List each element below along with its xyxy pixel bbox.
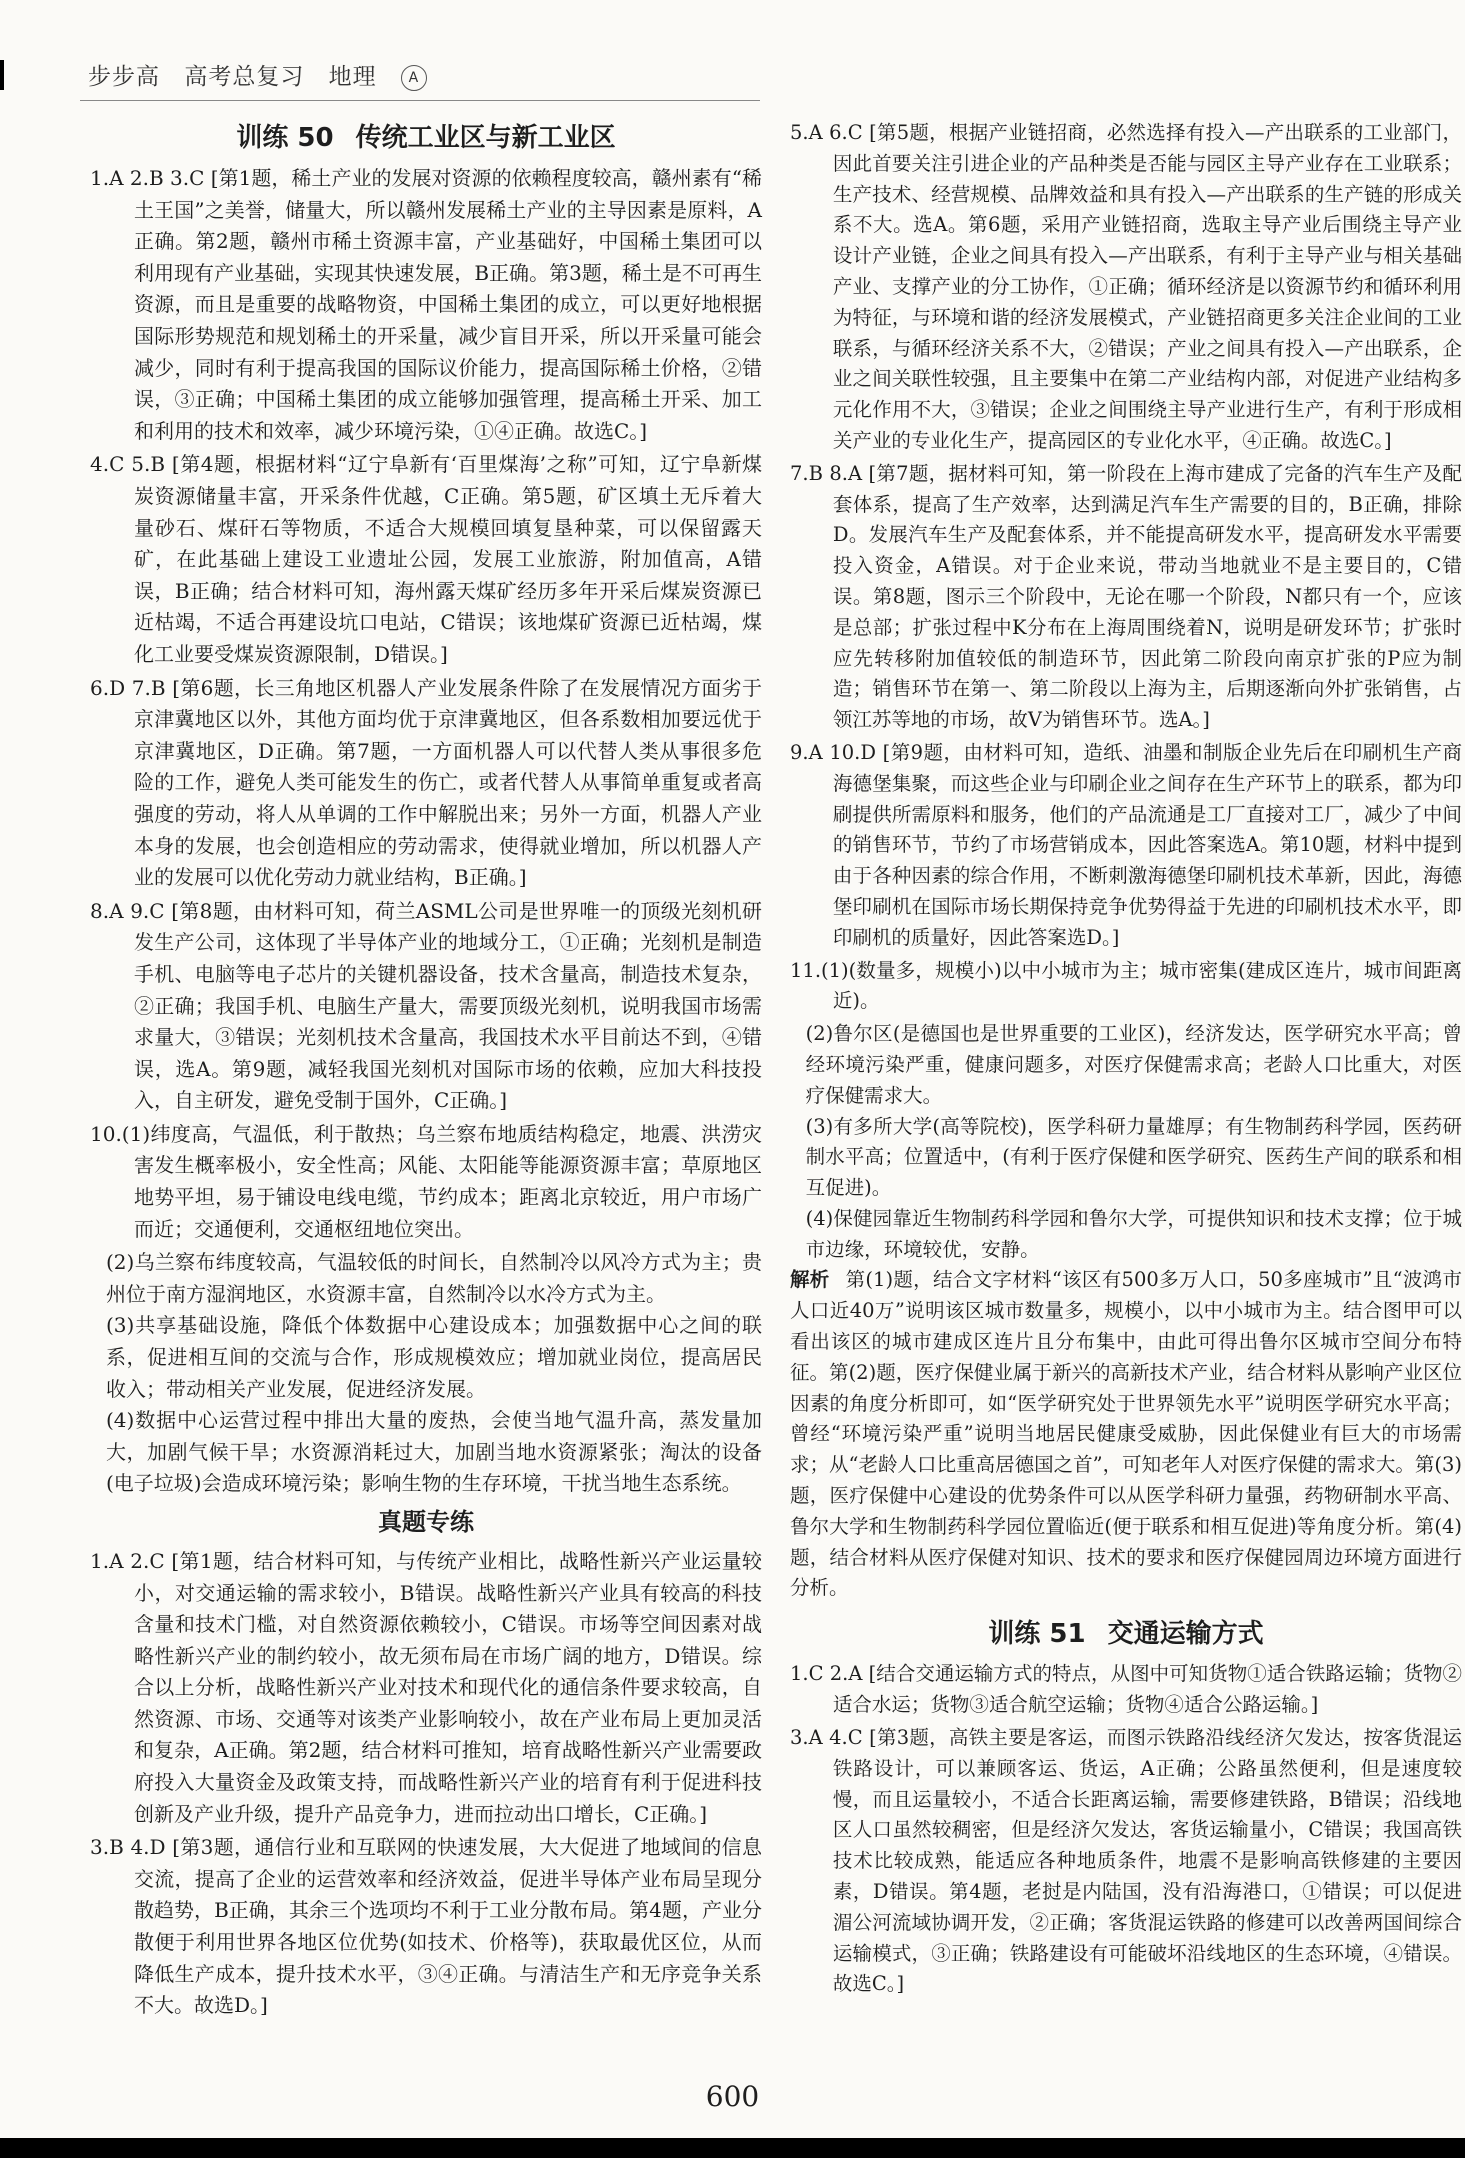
section-number: 训练 51 — [988, 1619, 1086, 1650]
analysis-block — [790, 1265, 1462, 1604]
answer-item-10: 10.(1)纬度高，气温低，利于散热；乌兰察布地质结构稳定，地震、洪涝灾害发生概率极小，安全性高；风能、太阳能等能源资源丰富；草原地区地势平坦，易于铺设电线电缆，节约成本；距离北京较近，用户市场广而近；交通便利，交通枢纽地位突出。 — [90, 1121, 762, 1241]
answer-item: 3.A 4.C [第3题，高铁主要是客运，而图示铁路沿线经济欠发达，按客货混运铁路设计，可以兼顾客运、货运，A正确；公路虽然便利，但是速度较慢，而且运量较小，不适合长距离运输，需要修建铁路，B错误；沿线地区人口虽然较稠密，但是经济欠发达，客货运输量小，C错误；我国高铁技术比较成熟，能适应各种地质条件，地震不是影响高铁修建的主要因素，D错误。第4题，老挝是内陆国，没有沿海港口，①错误；可以促进湄公河流域协调开发，②正确；客货混运铁路的修建可以改善两国间综合运输模式，③正确；铁路建设有可能破坏沿线地区的生态环境，④错误。故选C。] — [790, 1725, 1462, 1996]
page-number: 600 — [705, 2080, 760, 2113]
answer-item: 5.A 6.C [第5题，根据产业链招商，必然选择有投入—产出联系的工业部门，因此首要关注引进企业的产品种类是否能与园区主导产业存在工业联系；生产技术、经营规模、品牌效益和具有投入—产出联系的生产链的形成关系不大。选A。第6题，采用产业链招商，选取主导产业后围绕主导产业设计产业链，企业之间具有投入—产出联系，有利于主导产业与相关基础产业、支撑产业的分工协作，①正确；循环经济是以资源节约和循环利用为特征，与环境和谐的经济发展模式，产业链招商更多关注企业间的工业联系，与循环经济关系不大，②错误；产业之间具有投入—产出联系，企业之间关联性较强，且主要集中在第二产业结构内部，对促进产业结构多元化作用不大，③错误；企业之间围绕主导产业进行生产，有利于形成相关产业的专业化生产，提高园区的专业化水平，④正确。故选C。] — [790, 121, 1462, 452]
page-header — [88, 58, 443, 91]
section-name: 交通运输方式 — [1107, 1619, 1264, 1650]
header-subject: 地理 — [328, 64, 377, 90]
answer-item: 8.A 9.C [第8题，由材料可知，荷兰ASML公司是世界唯一的顶级光刻机研发生产公司，这体现了半导体产业的地域分工，①正确；光刻机是制造手机、电脑等电子芯片的关键机器设备，技术含量高，制造技术复杂，②正确；我国手机、电脑生产量大，需要顶级光刻机，说明我国市场需求量大，③错误；光刻机技术含量高，我国技术水平目前达不到，④错误，选A。第9题，减轻我国光刻机对国际市场的依赖，应加大科技投入，自主研发，避免受制于国外，C正确。] — [90, 898, 762, 1113]
binding-mark — [0, 60, 4, 90]
answer-subitem: (2)乌兰察布纬度较高，气温较低的时间长，自然制冷以风冷方式为主；贵州位于南方湿润地区，水资源丰富，自然制冷以水冷方式为主。 — [106, 1250, 762, 1306]
section-title-training-50 — [90, 118, 762, 159]
answer-subitem: (2)鲁尔区(是德国也是世界重要的工业区)，经济发达，医学研究水平高；曾经环境污染严重，健康问题多，对医疗保健需求高；老龄人口比重大，对医疗保健需求大。 — [805, 1022, 1462, 1107]
header-divider — [80, 100, 760, 101]
header-book: 步步高 — [88, 64, 160, 90]
right-column — [790, 118, 1462, 2002]
section-number: 训练 50 — [236, 123, 334, 153]
section-name: 传统工业区与新工业区 — [355, 123, 616, 153]
section-title-real-exam: 真题专练 — [378, 1508, 474, 1537]
answer-item: 1.C 2.A [结合交通运输方式的特点，从图中可知货物①适合铁路运输；货物②适合水运；货物③适合航空运输；货物④适合公路运输。] — [790, 1662, 1462, 1717]
answer-item: 9.A 10.D [第9题，由材料可知，造纸、油墨和制版企业先后在印刷机生产商海德堡集聚，而这些企业与印刷企业之间存在生产环节上的联系，都为印刷提供所需原料和服务，他们的产品流通是工厂直接对工厂，减少了中间的销售环节，节约了市场营销成本，因此答案选A。第10题，材料中提到由于各种因素的综合作用，不断刺激海德堡印刷机技术革新，因此，海德堡印刷机在国际市场长期保持竞争优势得益于先进的印刷机技术水平，即印刷机的质量好，因此答案选D。] — [790, 740, 1462, 949]
answer-subitem: (3)有多所大学(高等院校)，医学科研力量雄厚；有生物制药科学园，医药研制水平高；位置适中，(有利于医疗保健和医学研究、医药生产间的联系和相互促进)。 — [805, 1114, 1462, 1200]
answer-item: 4.C 5.B [第4题，根据材料“辽宁阜新有‘百里煤海’之称”可知，辽宁阜新煤炭资源储量丰富，开采条件优越，C正确。第5题，矿区填土无斥着大量砂石、煤矸石等物质，不适合大规模回填复垦种菜，可以保留露天矿，在此基础上建设工业遗址公园，发展工业旅游，附加值高，A错误，B正确；结合材料可知，海州露天煤矿经历多年开采后煤炭资源已近枯竭，不适合再建设坑口电站，C错误；该地煤矿资源已近枯竭，煤化工业要受煤炭资源限制，D错误。] — [90, 452, 762, 666]
analysis-text: 第(1)题，结合文字材料“该区有500多万人口，50多座城市”且“波鸿市人口近40万”说明该区城市数量多，规模小，以中小城市为主。结合图甲可以看出该区的城市建成区连片且分布集中，由此可得出鲁尔区城市空间分布特征。第(2)题，医疗保健业属于新兴的高新技术产业，结合材料从影响产业区位因素的角度分析即可，如“医学研究处于世界领先水平”说明医学研究水平高；曾经“环境污染严重”说明当地居民健康受威胁，因此保健业有巨大的市场需求；从“老龄人口比重高居德国之首”，可知老年人对医疗保健的需求大。第(3)题，医疗保健中心建设的优势条件可以从医学科研力量强，药物研制水平高、鲁尔大学和生物制药科学园位置临近(便于联系和相互促进)等角度分析。第(4)题，结合材料从医疗保健对知识、技术的要求和医疗保健园周边环境方面进行分析。 — [790, 1268, 1462, 1600]
edition-badge: A — [401, 65, 427, 91]
answer-subitem: (3)共享基础设施，降低个体数据中心建设成本；加强数据中心之间的联系，促进相互间的交流与合作，形成规模效应；增加就业岗位，提高居民收入；带动相关产业发展，促进经济发展。 — [106, 1313, 762, 1401]
bottom-border — [0, 2138, 1465, 2158]
answer-subitem: (4)保健园靠近生物制药科学园和鲁尔大学，可提供知识和技术支撑；位于城市边缘，环境较优，安静。 — [805, 1206, 1462, 1261]
answer-subitem: (4)数据中心运营过程中排出大量的废热，会使当地气温升高，蒸发量加大，加剧气候干旱；水资源消耗过大，加剧当地水资源紧张；淘汰的设备(电子垃圾)会造成环境污染；影响生物的生存环境，干扰当地生态系统。 — [106, 1408, 762, 1496]
section-title-training-51 — [790, 1614, 1462, 1655]
answer-item: 7.B 8.A [第7题，据材料可知，第一阶段在上海市建成了完备的汽车生产及配套体系，提高了生产效率，达到满足汽车生产需要的目的，B正确，排除D。发展汽车生产及配套体系，并不能提高研发水平，提高研发水平需要投入资金，A错误。对于企业来说，带动当地就业不是主要目的，C错误。第8题，图示三个阶段中，无论在哪一个阶段，N都只有一个，应该是总部；扩张过程中K分布在上海周围绕着N，说明是研发环节；扩张时应先转移附加值较低的制造环节，因此第二阶段向南京扩张的P应为制造；销售环节在第一、第二阶段以上海为主，后期逐渐向外扩张销售，占领江苏等地的市场，故V为销售环节。选A。] — [790, 461, 1462, 732]
analysis-label: 解析 — [790, 1268, 830, 1292]
header-series: 高考总复习 — [184, 64, 305, 90]
answer-item: 1.A 2.C [第1题，结合材料可知，与传统产业相比，战略性新兴产业运量较小，对交通运输的需求较小，B错误。战略性新兴产业具有较高的科技含量和技术门槛，对自然资源依赖较小，C错误。市场等空间因素对战略性新兴产业的制约较小，故无须布局在市场广阔的地方，D错误。综合以上分析，战略性新兴产业对技术和现代化的通信条件要求较高，自然资源、市场、交通等对该类产业影响较小，故在产业布局上更加灵活和复杂，A正确。第2题，结合材料可推知，培育战略性新兴产业需要政府投入大量资金及政策支持，而战略性新兴产业的培育有利于促进科技创新及产业升级，提升产品竞争力，进而拉动出口增长，C正确。] — [90, 1548, 762, 1826]
left-column — [90, 118, 762, 2024]
answer-item: 3.B 4.D [第3题，通信行业和互联网的快速发展，大大促进了地域间的信息交流，提高了企业的运营效率和经济效益，促进半导体产业布局呈现分散趋势，B正确，其余三个选项均不利于工业分散布局。第4题，产业分散便于利用世界各地区位优势(如技术、价格等)，获取最优区位，从而降低生产成本，提升技术水平，③④正确。与清洁生产和无序竞争关系不大。故选D。] — [90, 1835, 762, 2018]
answer-item: 1.A 2.B 3.C [第1题，稀土产业的发展对资源的依赖程度较高，赣州素有“稀土王国”之美誉，储量大，所以赣州发展稀土产业的主导因素是原料，A正确。第2题，赣州市稀土资源丰富，产业基础好，中国稀土集团可以利用现有产业基础，实现其快速发展，B正确。第3题，稀土是不可再生资源，而且是重要的战略物资，中国稀土集团的成立，可以更好地根据国际形势规范和规划稀土的开采量，减少盲目开采，所以开采量可能会减少，同时有利于提高我国的国际议价能力，提高国际稀土价格，②错误，③正确；中国稀土集团的成立能够加强管理，提高稀土开采、加工和利用的技术和效率，减少环境污染，①④正确。故选C。] — [90, 166, 762, 443]
answer-item-11: 11.(1)(数量多，规模小)以中小城市为主；城市密集(建成区连片，城市间距离近)。 — [790, 958, 1462, 1013]
answer-item: 6.D 7.B [第6题，长三角地区机器人产业发展条件除了在发展情况方面劣于京津冀地区以外，其他方面均优于京津冀地区，但各系数相加要远优于京津冀地区，D正确。第7题，一方面机器人可以代替人类从事很多危险的工作，避免人类可能发生的伤亡，或者代替人从事简单重复或者高强度的劳动，将人从单调的工作中解脱出来；另外一方面，机器人产业本身的发展，也会创造相应的劳动需求，使得就业增加，所以机器人产业的发展可以优化劳动力就业结构，B正确。] — [90, 675, 762, 890]
